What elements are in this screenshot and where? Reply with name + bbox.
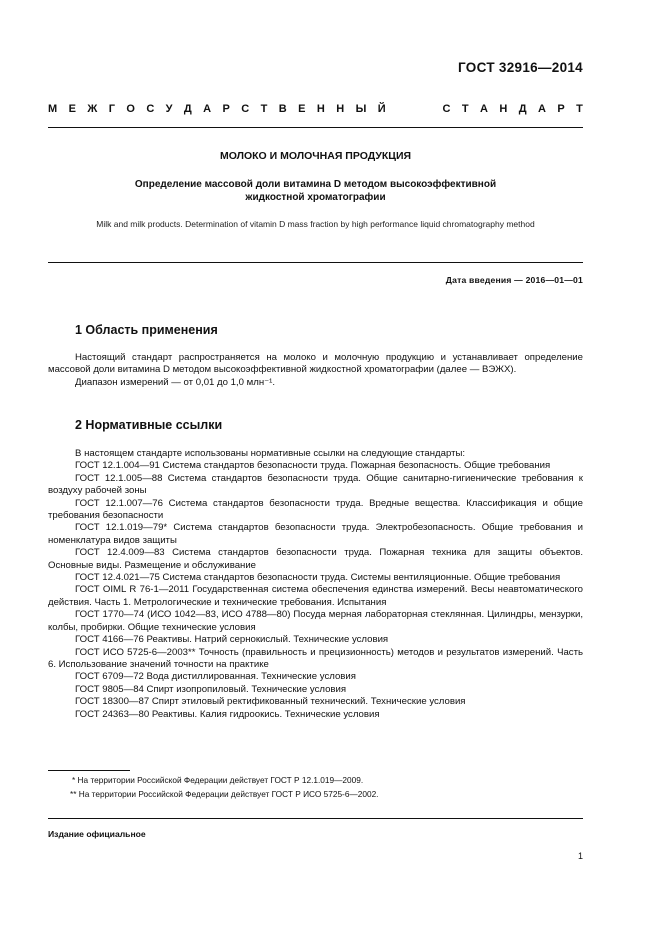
heading-letter: Г — [108, 103, 115, 115]
interstate-standard-heading — [48, 103, 583, 115]
heading-letter: М — [48, 103, 58, 115]
introduction-date: Дата введения — 2016—01—01 — [445, 275, 583, 285]
heading-letter: Т — [576, 103, 583, 115]
normative-reference: ГОСТ OIML R 76-1—2011 Государственная система обеспечения единства измерений. Весы неавтоматического действия. Часть 1. Метрологические и технические требования. Испытания — [48, 584, 583, 608]
document-title: МОЛОКО И МОЛОЧНАЯ ПРОДУКЦИЯ — [219, 150, 412, 162]
section-1-range: Диапазон измерений — от 0,01 до 1,0 млн⁻¹. — [75, 376, 276, 388]
section-1-body — [48, 352, 583, 389]
heading-letter: Д — [518, 103, 527, 115]
normative-reference: ГОСТ 18300—87 Спирт этиловый ректификованный технический. Технические условия — [75, 696, 466, 708]
heading-letter: Т — [461, 103, 469, 115]
heading-letter: Е — [298, 103, 306, 115]
heading-letter: Ы — [355, 103, 367, 115]
heading-letter: Н — [336, 103, 345, 115]
normative-reference: ГОСТ 12.4.009—83 Система стандартов безопасности труда. Пожарная техника для защиты объектов. Основные виды. Размещение и обслуживание — [48, 547, 583, 571]
section-1-paragraph: Настоящий стандарт распространяется на молоко и молочную продукцию и устанавливает определение массовой доли витамина D методом высокоэффективной жидкостной хроматографии (далее — ВЭЖХ). — [48, 352, 583, 376]
heading-letter: Р — [557, 103, 565, 115]
heading-letter: В — [278, 103, 287, 115]
footnote-2: ** На территории Российской Федерации действует ГОСТ Р ИСО 5725-6—2002. — [70, 789, 379, 799]
normative-reference: ГОСТ 12.1.007—76 Система стандартов безопасности труда. Вредные вещества. Классификация и общие требования безопасности — [48, 497, 583, 522]
heading-letter: С — [146, 103, 155, 115]
normative-reference: ГОСТ 4166—76 Реактивы. Натрий сернокислый. Технические условия — [75, 634, 389, 646]
section-1-heading: 1 Область применения — [75, 323, 218, 337]
normative-reference: ГОСТ 1770—74 (ИСО 1042—83, ИСО 4788—80) Посуда мерная лабораторная стеклянная. Цилиндры, мензурки, колбы, пробирки. Общие технические условия — [48, 609, 583, 633]
heading-letter: А — [537, 103, 546, 115]
normative-reference: ГОСТ 12.1.019—79* Система стандартов безопасности труда. Электробезопасность. Общие требования и номенклатура видов защиты — [48, 522, 583, 546]
normative-reference: ГОСТ 24363—80 Реактивы. Калия гидроокись. Технические условия — [75, 708, 380, 720]
section-2-heading: 2 Нормативные ссылки — [75, 418, 223, 432]
normative-reference: ГОСТ 12.1.004—91 Система стандартов безопасности труда. Пожарная безопасность. Общие требования — [75, 460, 551, 472]
heading-letter: Т — [260, 103, 268, 115]
page-number: 1 — [577, 851, 583, 861]
heading-letter: О — [126, 103, 135, 115]
english-title: Milk and milk products. Determination of vitamin D mass fraction by high performance liquid chromatography method — [96, 219, 535, 229]
normative-reference: ГОСТ 9805—84 Спирт изопропиловый. Технические условия — [75, 683, 347, 695]
header-rule — [48, 127, 583, 128]
subtitle-line-2: жидкостной хроматографии — [245, 192, 386, 203]
heading-gap — [397, 103, 431, 115]
heading-letter: Д — [183, 103, 192, 115]
footnote-1: * На территории Российской Федерации действует ГОСТ Р 12.1.019—2009. — [72, 775, 364, 785]
normative-reference: ГОСТ 12.4.021—75 Система стандартов безопасности труда. Системы вентиляционные. Общие требования — [75, 572, 561, 584]
footnote-rule — [48, 770, 130, 771]
document-subtitle — [48, 178, 583, 204]
heading-letter: Н — [499, 103, 508, 115]
title-rule — [48, 262, 583, 263]
footer-rule — [48, 818, 583, 819]
section-2-body — [48, 448, 583, 721]
heading-letter: Ж — [87, 103, 98, 115]
edition-label: Издание официальное — [48, 829, 146, 839]
heading-letter: С — [442, 103, 451, 115]
document-code: ГОСТ 32916—2014 — [458, 60, 583, 75]
normative-reference: ГОСТ 6709—72 Вода дистиллированная. Технические условия — [75, 671, 356, 683]
normative-reference: ГОСТ ИСО 5725-6—2003** Точность (правильность и прецизионность) методов и результатов измерений. Часть 6. Использование значений точности на практике — [48, 646, 583, 670]
heading-letter: Е — [68, 103, 76, 115]
heading-letter: Р — [222, 103, 230, 115]
heading-letter: А — [203, 103, 212, 115]
heading-letter: Й — [377, 103, 386, 115]
heading-letter: А — [480, 103, 488, 115]
heading-letter: Н — [316, 103, 325, 115]
subtitle-line-1: Определение массовой доли витамина D методом высокоэффективной — [134, 179, 497, 190]
normative-reference: ГОСТ 12.1.005—88 Система стандартов безопасности труда. Общие санитарно-гигиенические требования к воздуху рабочей зоны — [48, 472, 583, 497]
heading-letter: С — [241, 103, 250, 115]
heading-letter: У — [165, 103, 173, 115]
section-2-intro: В настоящем стандарте использованы нормативные ссылки на следующие стандарты: — [75, 448, 466, 459]
